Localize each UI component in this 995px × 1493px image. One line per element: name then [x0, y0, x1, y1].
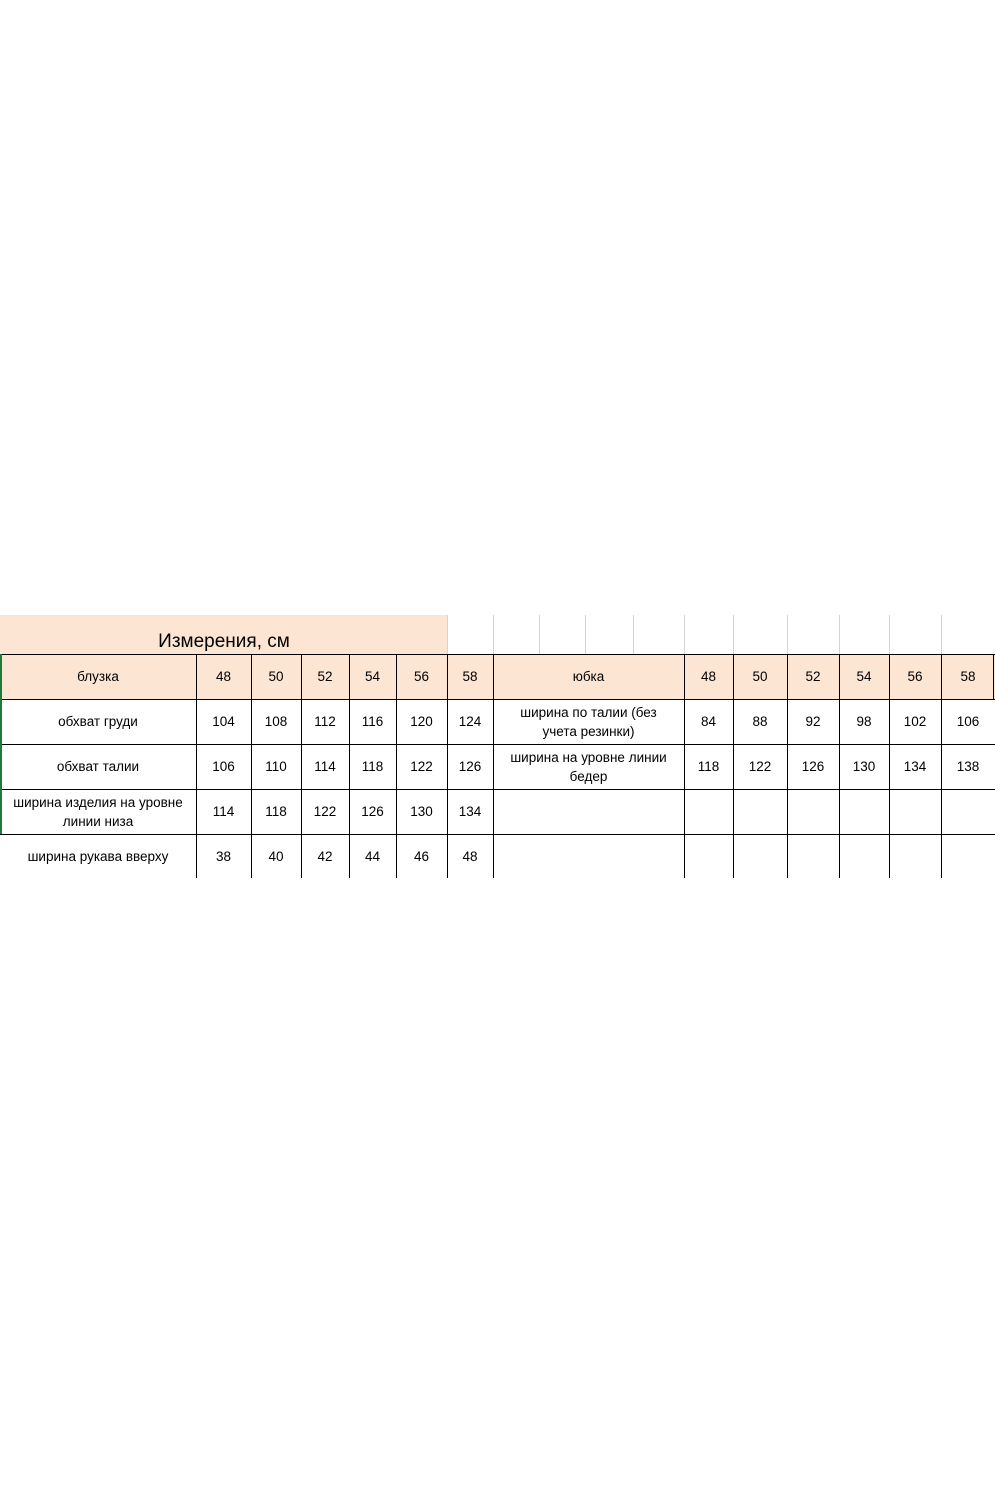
skirt-value: 92 [805, 714, 821, 729]
skirt-value [941, 834, 995, 878]
blouse-value: 40 [268, 848, 284, 864]
blouse-value: 116 [361, 714, 384, 729]
skirt-value: 84 [700, 714, 717, 729]
skirt-row-label [493, 834, 684, 878]
blouse-value: 106 [212, 759, 235, 774]
skirt-value: 134 [903, 759, 927, 774]
blouse-value: 104 [212, 714, 235, 729]
skirt-row-label [493, 789, 684, 834]
skirt-size-48: 48 [684, 654, 733, 699]
skirt-value: 126 [801, 759, 825, 774]
blouse-row-label: обхват талии [56, 759, 140, 774]
blouse-size-50: 50 [251, 654, 301, 699]
skirt-row-label: ширина по талии (без учета резинки) [520, 704, 657, 739]
blouse-row-label: обхват груди [58, 714, 138, 729]
skirt-value: 88 [752, 714, 768, 729]
skirt-value [787, 789, 839, 834]
blouse-value: 48 [462, 848, 478, 864]
blouse-value: 38 [215, 848, 232, 864]
skirt-value [889, 789, 941, 834]
blouse-value: 130 [410, 804, 433, 819]
skirt-value [733, 834, 787, 878]
blouse-value: 124 [458, 714, 482, 729]
skirt-value: 102 [903, 714, 927, 729]
skirt-size-50: 50 [733, 654, 787, 699]
skirt-value: 98 [856, 714, 872, 729]
blouse-value: 122 [313, 804, 337, 819]
blouse-size-58: 58 [447, 654, 493, 699]
skirt-value [941, 789, 995, 834]
skirt-header: юбка [493, 654, 684, 699]
skirt-value [684, 834, 733, 878]
skirt-value [733, 789, 787, 834]
blouse-value: 42 [317, 848, 333, 864]
blouse-value: 114 [212, 804, 235, 819]
blouse-value: 120 [410, 714, 433, 729]
blouse-value: 110 [265, 759, 287, 774]
blouse-row-label: ширина рукава вверху [27, 848, 169, 864]
blouse-value: 118 [265, 804, 287, 819]
skirt-size-54: 54 [839, 654, 889, 699]
blouse-row-label: ширина изделия на уровне линии низа [13, 794, 183, 829]
skirt-value: 138 [956, 759, 980, 774]
blouse-size-48: 48 [196, 654, 251, 699]
skirt-value [839, 789, 889, 834]
skirt-value: 130 [852, 759, 876, 774]
size-table [0, 615, 995, 878]
blouse-value: 46 [413, 848, 430, 864]
table-title: Измерения, см [0, 615, 448, 654]
blouse-value: 126 [361, 804, 384, 819]
skirt-size-56: 56 [889, 654, 941, 699]
blouse-value: 112 [314, 714, 336, 729]
blouse-value: 134 [458, 804, 482, 819]
skirt-value: 118 [697, 759, 720, 774]
skirt-value: 106 [956, 714, 980, 729]
blouse-value: 44 [364, 848, 381, 864]
blouse-value: 122 [410, 759, 433, 774]
blouse-header: блузка [0, 654, 196, 699]
skirt-value [839, 834, 889, 878]
skirt-value: 122 [748, 759, 772, 774]
blouse-size-56: 56 [396, 654, 447, 699]
blouse-value: 114 [314, 759, 336, 774]
blouse-size-54: 54 [349, 654, 396, 699]
skirt-value [684, 789, 733, 834]
blouse-value: 118 [361, 759, 384, 774]
blouse-size-52: 52 [301, 654, 349, 699]
skirt-row-label: ширина на уровне линии бедер [510, 749, 667, 784]
skirt-size-52: 52 [787, 654, 839, 699]
skirt-value [787, 834, 839, 878]
skirt-value [889, 834, 941, 878]
blouse-value: 108 [264, 714, 288, 729]
blouse-value: 126 [458, 759, 482, 774]
skirt-size-58: 58 [941, 654, 995, 699]
